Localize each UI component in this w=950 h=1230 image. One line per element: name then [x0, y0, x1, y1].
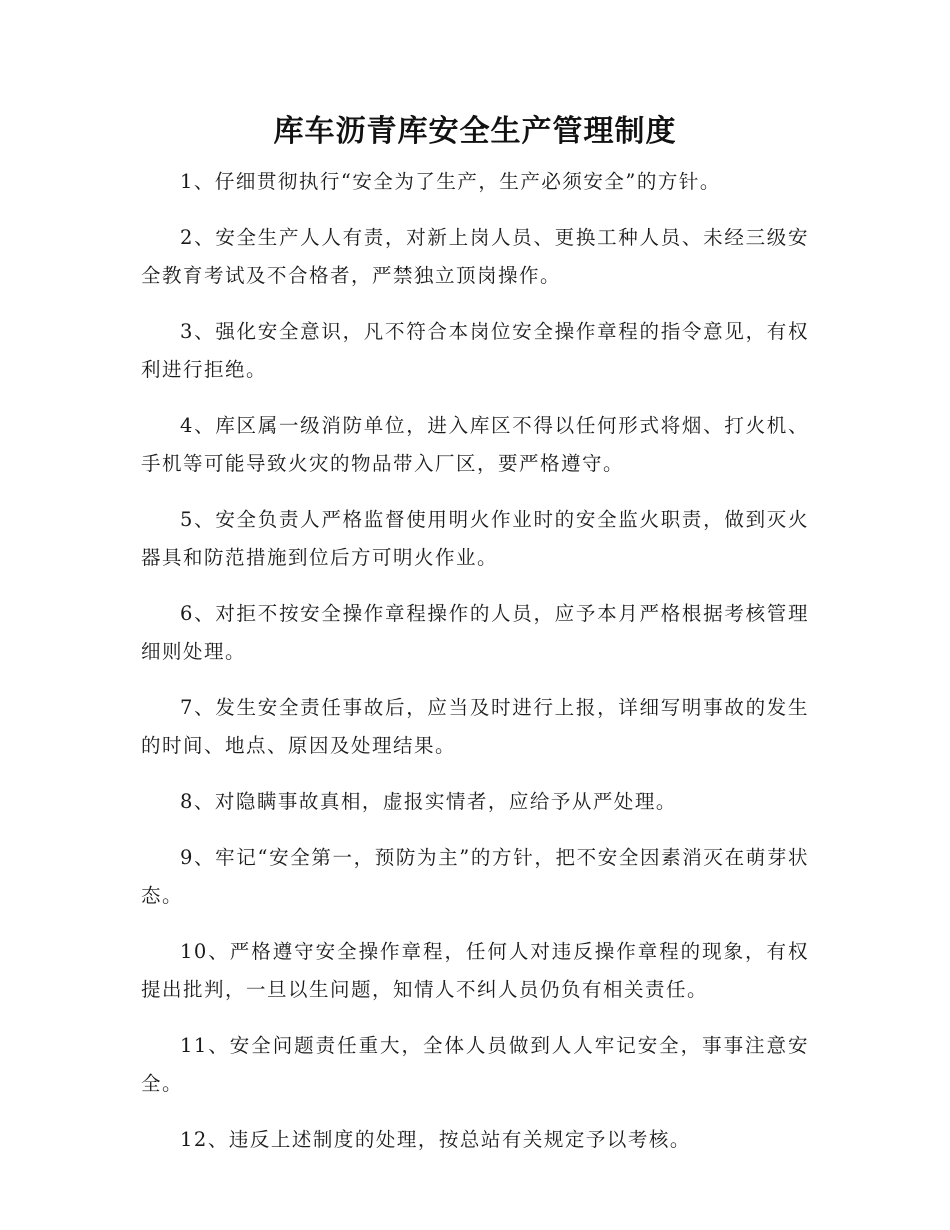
- paragraph-4: 4、库区属一级消防单位，进入库区不得以任何形式将烟、打火机、手机等可能导致火灾的物品带入厂区，要严格遵守。: [141, 414, 809, 475]
- paragraph-11: 11、安全问题责任重大，全体人员做到人人牢记安全，事事注意安全。: [141, 1034, 809, 1095]
- document-body: [141, 163, 809, 1177]
- paragraph-12: 12、违反上述制度的处理，按总站有关规定予以考核。: [180, 1128, 691, 1151]
- paragraph-10: 10、严格遵守安全操作章程，任何人对违反操作章程的现象，有权提出批判，一旦以生问题，知情人不纠人员仍负有相关责任。: [141, 940, 809, 1001]
- paragraph-3: 3、强化安全意识，凡不符合本岗位安全操作章程的指令意见，有权利进行拒绝。: [141, 320, 809, 381]
- document-title: 库车沥青库安全生产管理制度: [273, 114, 677, 149]
- paragraph-8: 8、对隐瞒事故真相，虚报实情者，应给予从严处理。: [180, 790, 677, 813]
- paragraph-2: 2、安全生产人人有责，对新上岗人员、更换工种人员、未经三级安全教育考试及不合格者，严禁独立顶岗操作。: [141, 226, 809, 287]
- paragraph-7: 7、发生安全责任事故后，应当及时进行上报，详细写明事故的发生的时间、地点、原因及处理结果。: [141, 696, 809, 757]
- paragraph-1: 1、仔细贯彻执行“安全为了生产，生产必须安全”的方针。: [180, 170, 721, 193]
- paragraph-9: 9、牢记“安全第一，预防为主”的方针，把不安全因素消灭在萌芽状态。: [141, 846, 809, 907]
- paragraph-6: 6、对拒不按安全操作章程操作的人员，应予本月严格根据考核管理细则处理。: [141, 602, 809, 663]
- paragraph-5: 5、安全负责人严格监督使用明火作业时的安全监火职责，做到灭火器具和防范措施到位后方可明火作业。: [141, 508, 809, 569]
